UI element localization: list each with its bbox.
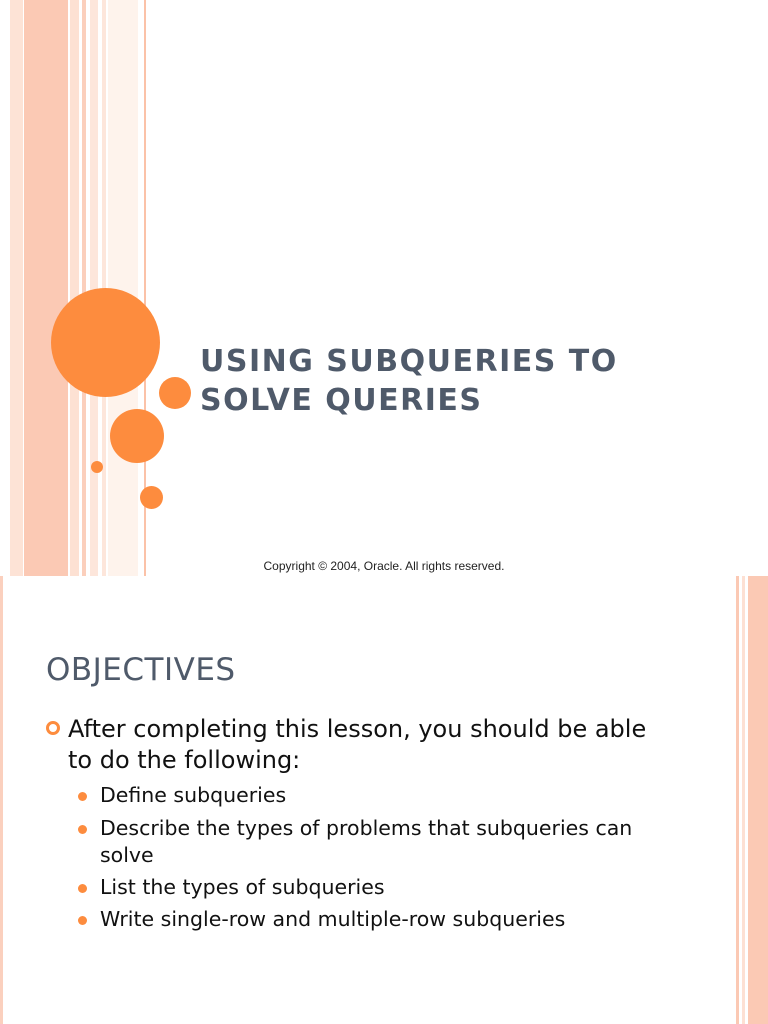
decorative-stripe [0,576,3,1024]
list-item-text: Describe the types of problems that subqueries can solve [100,816,633,867]
list-item-text: Define subqueries [100,783,287,807]
list-item-text: List the types of subqueries [100,875,385,899]
list-item [100,874,660,901]
main-bullet-text: After completing this lesson, you should be able to do the following: [68,715,647,774]
dot-bullet-icon [78,792,87,801]
main-bullet [68,714,668,776]
list-item [100,782,660,809]
decorative-circle [110,409,164,463]
dot-bullet-icon [78,825,87,834]
slide-title: USING SUBQUERIES TO SOLVE QUERIES [200,344,618,418]
ring-bullet-icon [46,721,60,735]
decorative-stripe [82,0,86,576]
decorative-circle [51,288,160,397]
decorative-stripe [24,0,68,576]
list-item [100,906,660,933]
dot-bullet-icon [78,884,87,893]
list-item [100,815,660,869]
decorative-circle [159,377,191,409]
list-item-text: Write single-row and multiple-row subqueries [100,907,566,931]
decorative-stripe [742,576,745,1024]
decorative-circle [140,486,163,509]
slide-heading: OBJECTIVES [46,652,236,688]
decorative-stripe [10,0,23,576]
decorative-circle [91,461,103,473]
dot-bullet-icon [78,916,87,925]
decorative-stripe [70,0,79,576]
decorative-stripe [736,576,739,1024]
decorative-stripe [748,576,768,1024]
copyright-text: Copyright © 2004, Oracle. All rights reserved. [263,559,505,573]
